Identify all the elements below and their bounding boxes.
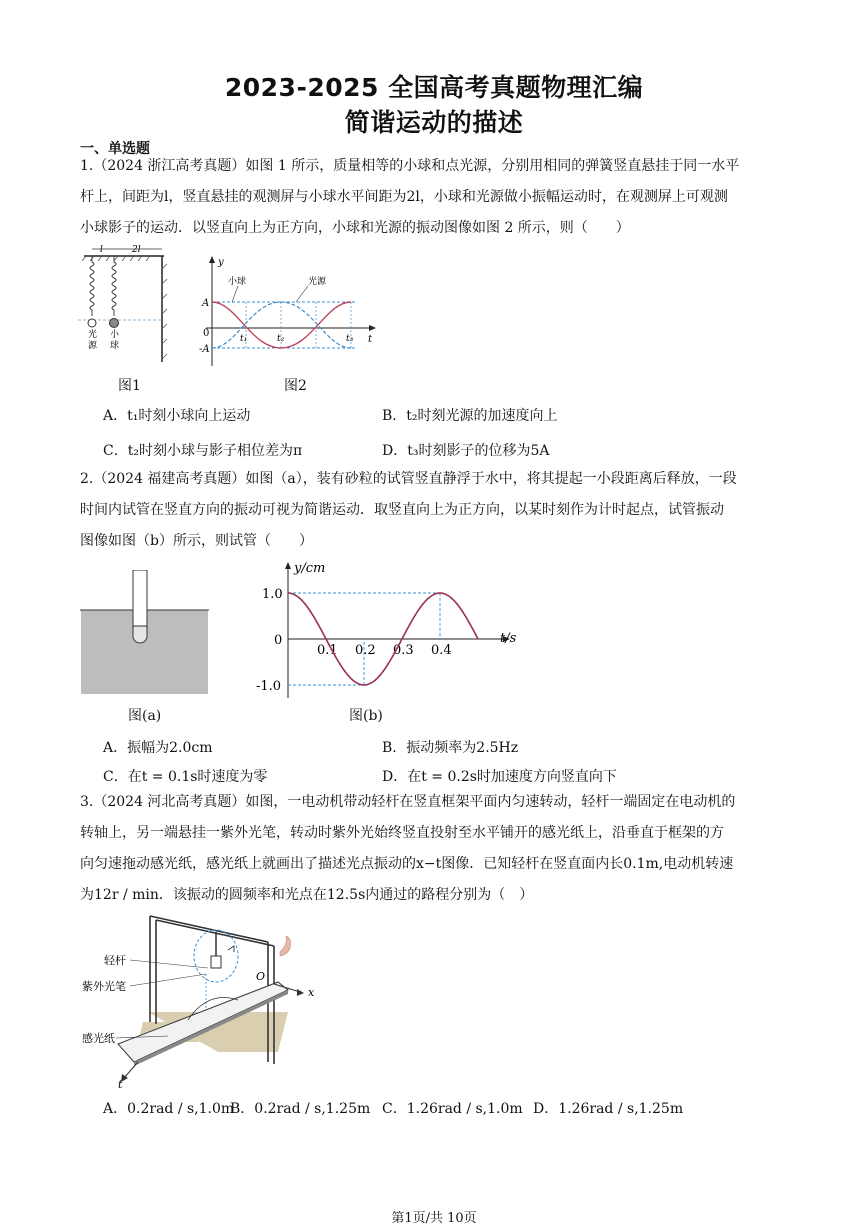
chart-ytick: 1.0 xyxy=(262,587,283,602)
q3-label-x: x xyxy=(308,986,315,999)
q1-figure-2 xyxy=(196,254,386,372)
q2-figure-b-chart xyxy=(248,558,518,702)
q3-label-rod: 轻杆 xyxy=(104,954,126,967)
q3-figure xyxy=(78,912,318,1090)
question-3 xyxy=(80,787,800,911)
q1-line: 杆上，间距为l，竖直悬挂的观测屏与小球水平间距为2l，小球和光源做小振幅运动时，在观测屏上可观测 xyxy=(80,189,728,205)
q2-option-c[interactable]: C．在t = 0.1s时速度为零 xyxy=(103,769,268,785)
fig2-tick-negA: -A xyxy=(199,344,210,355)
q2-figure-a xyxy=(80,570,210,698)
q3-option-c[interactable]: C．1.26rad / s,1.0m xyxy=(382,1101,523,1117)
q3-line: 3.（2024 河北高考真题）如图，一电动机带动轻杆在竖直框架平面内匀速转动，轻杆一端固定在电动机的 xyxy=(80,794,736,810)
chart-ytick: 0 xyxy=(274,633,283,648)
q2-line: 时间内试管在竖直方向的振动可视为简谐运动．取竖直向上为正方向，以某时刻作为计时起点，试管振动 xyxy=(80,502,724,518)
fig2-label-light: 光源 xyxy=(308,277,327,287)
fig2-label-ball: 小球 xyxy=(228,277,247,287)
chart-ytick: -1.0 xyxy=(256,679,282,694)
q3-label-t: t xyxy=(118,1078,123,1090)
chart-xtick: 0.4 xyxy=(431,643,452,658)
question-1 xyxy=(80,151,800,244)
q3-line: 转轴上，另一端悬挂一紫外光笔，转动时紫外光始终竖直投射至水平铺开的感光纸上，沿垂直于框架的方 xyxy=(80,825,724,841)
q3-label-paper: 感光纸 xyxy=(82,1032,115,1045)
fig2-t1: t₁ xyxy=(240,334,248,344)
q2-line: 图像如图（b）所示，则试管（ ） xyxy=(80,533,313,549)
q3-option-d[interactable]: D．1.26rad / s,1.25m xyxy=(533,1101,684,1117)
chart-ylabel: y/cm xyxy=(294,561,326,576)
q2-line: 2.（2024 福建高考真题）如图（a），装有砂粒的试管竖直静浮于水中，将其提起一小段距离后释放，一段 xyxy=(80,471,737,487)
q1-figure-1 xyxy=(78,244,178,370)
svg-text:源: 源 xyxy=(88,341,98,351)
chart-xtick: 0.3 xyxy=(393,643,414,658)
page-title: 2023-2025 全国高考真题物理汇编 xyxy=(224,73,644,102)
svg-text:球: 球 xyxy=(110,341,120,351)
q3-option-b[interactable]: B．0.2rad / s,1.25m xyxy=(230,1101,371,1117)
q2-option-a[interactable]: A．振幅为2.0cm xyxy=(103,740,213,756)
fig1-dim-2l: 2l xyxy=(132,245,141,255)
page-footer: 第1页/共 10页 xyxy=(391,1211,477,1226)
fig2-caption: 图2 xyxy=(284,378,307,394)
figa-caption: 图(a) xyxy=(128,708,162,724)
fig2-t3: t₃ xyxy=(346,334,354,344)
fig2-axis-y: y xyxy=(218,257,224,268)
fig2-tick-A: A xyxy=(202,298,210,309)
q1-line: 1.（2024 浙江高考真题）如图 1 所示，质量相等的小球和点光源，分别用相同的弹簧竖直悬挂于同一水平 xyxy=(80,158,740,174)
fig2-t2: t₂ xyxy=(277,334,285,344)
fig1-caption: 图1 xyxy=(118,378,141,394)
fig1-label-ball: 小 xyxy=(110,330,120,340)
figb-caption: 图(b) xyxy=(349,708,383,724)
q3-line: 向匀速拖动感光纸，感光纸上就画出了描述光点振动的x−t图像．已知轻杆在竖直面内长0.1m,电动机转速 xyxy=(80,856,734,872)
q1-option-a[interactable]: A．t₁时刻小球向上运动 xyxy=(103,408,251,424)
question-2 xyxy=(80,464,800,557)
q1-line: 小球影子的运动．以竖直向上为正方向，小球和光源的振动图像如图 2 所示，则（ ） xyxy=(80,220,630,236)
fig2-origin: 0 xyxy=(203,328,210,339)
chart-xtick: 0.1 xyxy=(317,643,338,658)
q2-option-b[interactable]: B．振动频率为2.5Hz xyxy=(382,740,519,756)
q3-label-O: O xyxy=(256,970,266,983)
section-heading: 一、单选题 xyxy=(80,141,150,157)
fig1-label-light: 光 xyxy=(88,330,98,340)
q3-option-a[interactable]: A．0.2rad / s,1.0m xyxy=(103,1101,235,1117)
fig1-dim-l: l xyxy=(100,245,103,255)
fig2-axis-t: t xyxy=(368,334,373,345)
q3-line: 为12r / min．该振动的圆频率和光点在12.5s内通过的路程分别为（ ） xyxy=(80,887,534,903)
q1-option-c[interactable]: C．t₂时刻小球与影子相位差为π xyxy=(103,443,303,459)
q3-label-pen: 紫外光笔 xyxy=(82,980,126,993)
q1-option-d[interactable]: D．t₃时刻影子的位移为5A xyxy=(382,443,550,459)
q1-option-b[interactable]: B．t₂时刻光源的加速度向上 xyxy=(382,408,558,424)
page-subtitle: 简谐运动的描述 xyxy=(344,108,524,137)
chart-xtick: 0.2 xyxy=(355,643,376,658)
chart-xlabel: t/s xyxy=(500,631,517,646)
q2-option-d[interactable]: D．在t = 0.2s时加速度方向竖直向下 xyxy=(382,769,617,785)
